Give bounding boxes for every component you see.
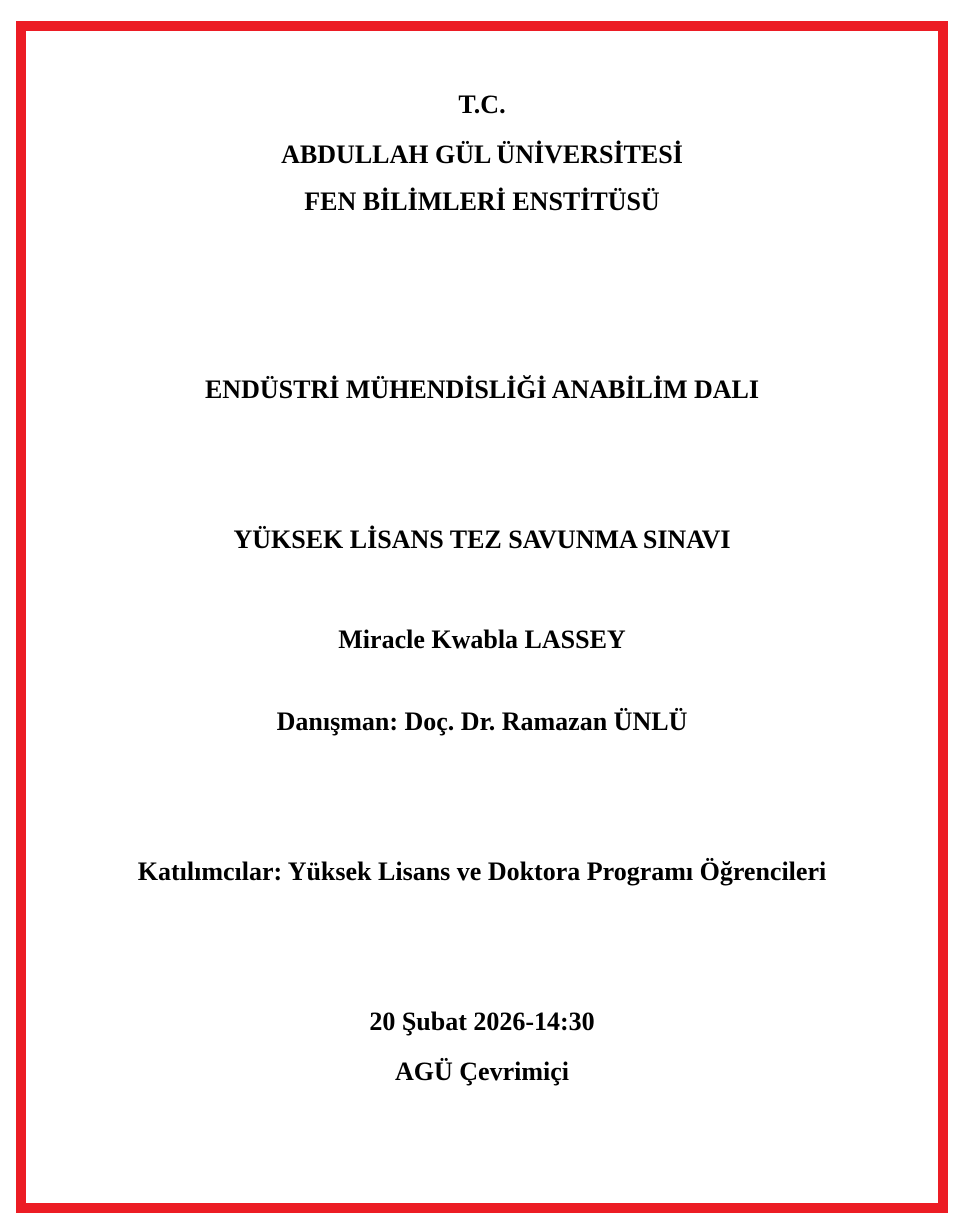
event-location: AGÜ Çevrimiçi	[394, 1057, 569, 1086]
event-datetime: 20 Şubat 2026-14:30	[369, 1007, 595, 1036]
institute-name: FEN BİLİMLERİ ENSTİTÜSÜ	[304, 187, 660, 216]
participants-line: Katılımcılar: Yüksek Lisans ve Doktora Programı Öğrencileri	[137, 857, 827, 886]
exam-title: YÜKSEK LİSANS TEZ SAVUNMA SINAVI	[233, 525, 731, 554]
university-name: ABDULLAH GÜL ÜNİVERSİTESİ	[281, 140, 683, 169]
department-name: ENDÜSTRİ MÜHENDİSLİĞİ ANABİLİM DALI	[204, 375, 760, 404]
country-abbreviation: T.C.	[458, 90, 506, 119]
candidate-name: Miracle Kwabla LASSEY	[338, 625, 626, 654]
advisor-line: Danışman: Doç. Dr. Ramazan ÜNLÜ	[276, 707, 688, 736]
